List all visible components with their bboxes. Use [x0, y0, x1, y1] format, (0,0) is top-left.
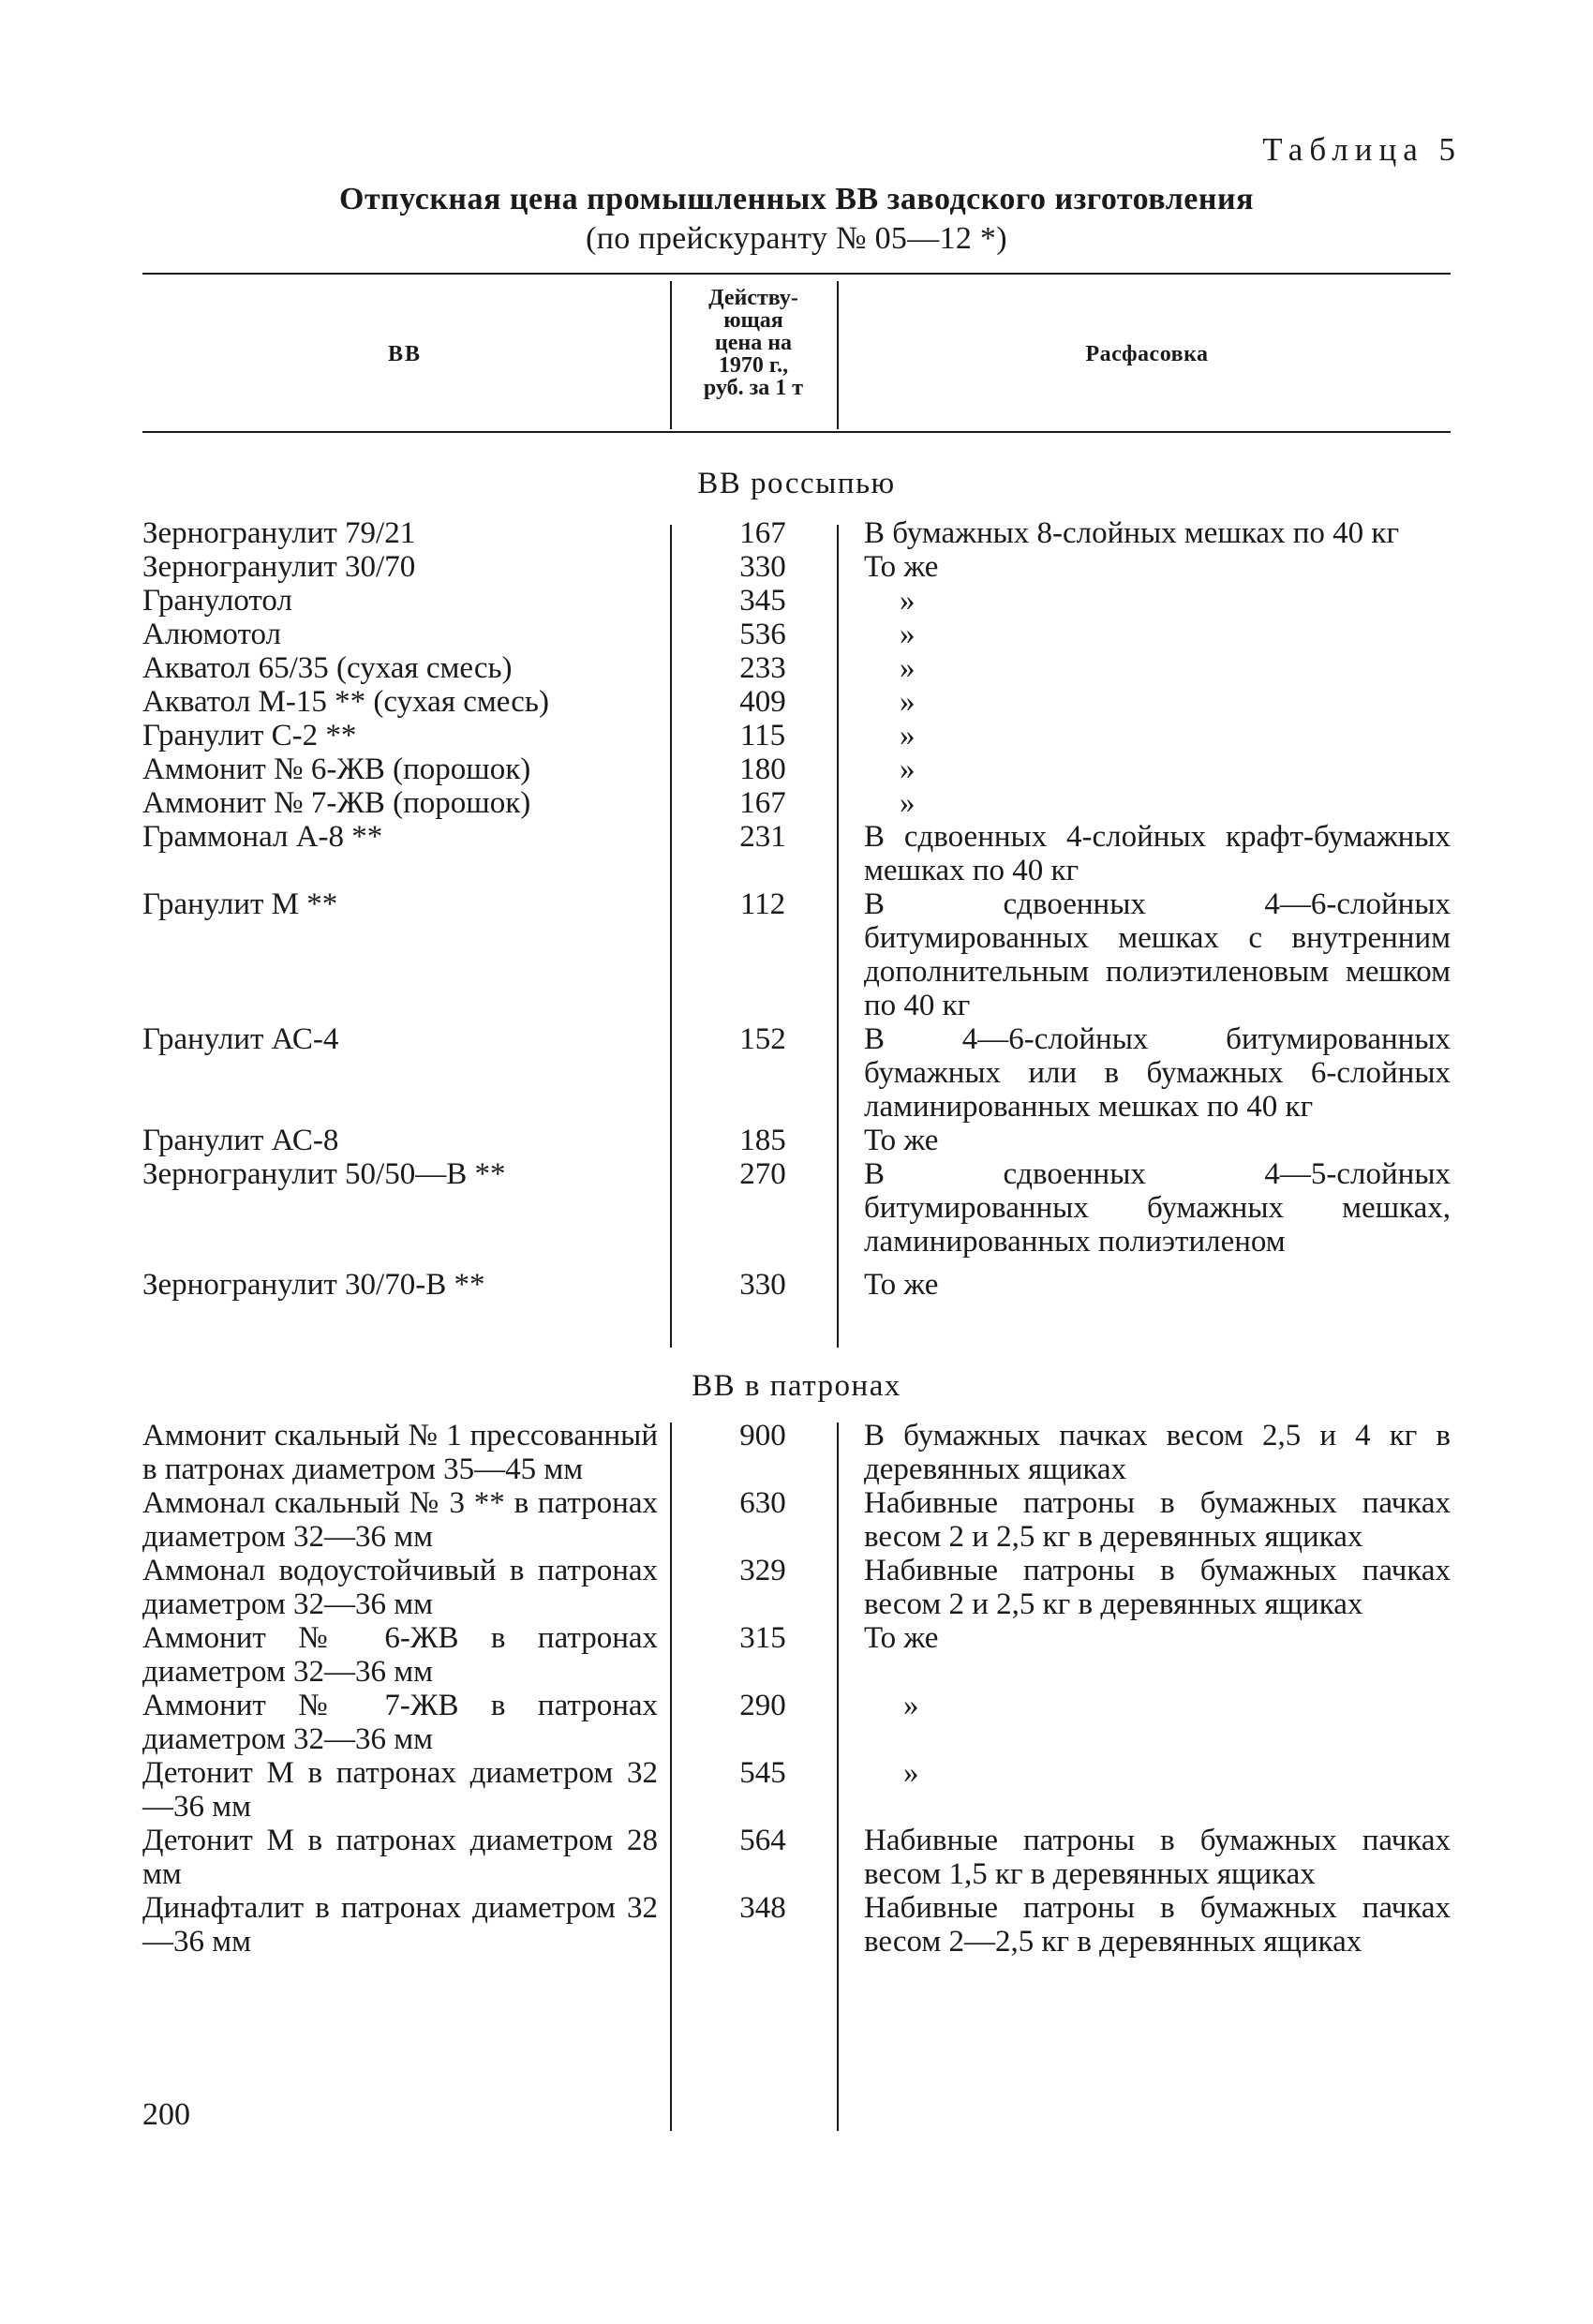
section-title: ВВ россыпью	[697, 467, 896, 500]
price-value: 900	[739, 1419, 786, 1452]
price-value: 290	[739, 1689, 786, 1722]
table-row	[142, 752, 1451, 786]
packaging-text: »	[900, 786, 916, 820]
explosive-name: Аммонит № 6-ЖВ в патронах диаметром 32—36 мм	[142, 1621, 658, 1689]
price-value: 115	[739, 719, 786, 752]
table-row	[142, 786, 1451, 820]
price-value: 233	[739, 651, 786, 685]
explosive-name: Аммонит № 7-ЖВ (порошок)	[142, 786, 531, 820]
packaging-text: В 4—6-слойных битумированных бумажных или в бумажных 6-слойных ламинированных мешках по 40 кг	[864, 1022, 1451, 1124]
price-value: 329	[739, 1554, 786, 1587]
price-value: 345	[739, 584, 786, 618]
table-row	[142, 1268, 1451, 1302]
table-row	[142, 820, 1451, 887]
price-value: 180	[739, 752, 786, 786]
table-row	[142, 1486, 1451, 1554]
explosive-name: Гранулит АС-4	[142, 1022, 339, 1056]
page-number: 200	[142, 2097, 190, 2132]
packaging-text: Набивные патроны в бумажных пачках весом 2 и 2,5 кг в деревянных ящиках	[864, 1486, 1451, 1554]
packaging-text: В сдвоенных 4—6-слойных битумированных мешках с внутренним дополнительным полиэтиленовым мешком по 40 кг	[864, 887, 1451, 1022]
table-row	[142, 550, 1451, 584]
explosive-name: Динафталит в патронах диаметром 32—36 мм	[142, 1891, 658, 1959]
price-header-line: руб. за 1 т	[703, 376, 804, 400]
explosive-name: Зерногранулит 50/50—В **	[142, 1157, 506, 1191]
price-header-line: Действу-	[708, 286, 798, 310]
table-row	[142, 1022, 1451, 1124]
price-value: 545	[739, 1756, 786, 1790]
explosive-name: Граммонал А-8 **	[142, 820, 383, 854]
section-cartridge-rows	[142, 1419, 1451, 1959]
table-row	[142, 651, 1451, 685]
header-column-divider	[837, 281, 839, 429]
packaging-text: Набивные патроны в бумажных пачках весом 2 и 2,5 кг в деревянных ящиках	[864, 1554, 1451, 1621]
explosive-name: Гранулит АС-8	[142, 1124, 339, 1157]
explosive-name: Детонит М в патронах диаметром 28 мм	[142, 1824, 658, 1891]
price-value: 152	[739, 1022, 786, 1056]
price-value: 231	[739, 820, 786, 854]
column-header-packaging: Расфасовка	[1085, 342, 1209, 366]
packaging-text: »	[900, 752, 916, 786]
table-subtitle: (по прейскуранту № 05—12 *)	[586, 221, 1007, 256]
price-value: 330	[739, 550, 786, 584]
explosive-name: Алюмотол	[142, 618, 281, 651]
packaging-text: Набивные патроны в бумажных пачках весом 1,5 кг в деревянных ящиках	[864, 1824, 1451, 1891]
table-row	[142, 685, 1451, 719]
column-header-vv: ВВ	[387, 342, 422, 366]
packaging-text: В сдвоенных 4—5-слойных битумированных бумажных мешках, ламинированных полиэтиленом	[864, 1157, 1451, 1259]
explosive-name: Гранулит С-2 **	[142, 719, 357, 752]
table-row	[142, 1891, 1451, 1959]
price-value: 348	[739, 1891, 786, 1925]
explosive-name: Гранулит М **	[142, 887, 338, 921]
packaging-text: »	[900, 719, 916, 752]
price-value: 564	[739, 1824, 786, 1857]
packaging-text: »	[900, 685, 916, 719]
packaging-text: »	[903, 1756, 919, 1790]
section-title: ВВ в патронах	[692, 1369, 901, 1403]
table-row	[142, 1124, 1451, 1157]
price-value: 409	[739, 685, 786, 719]
table-heading	[141, 180, 1452, 259]
packaging-text: То же	[864, 1124, 939, 1157]
explosive-name: Акватол М-15 ** (сухая смесь)	[142, 685, 549, 719]
table-number: Таблица 5	[1262, 131, 1462, 168]
price-value: 112	[739, 887, 786, 921]
table-row	[142, 1689, 1451, 1756]
explosive-name: Гранулотол	[142, 584, 292, 618]
price-value: 630	[739, 1486, 786, 1520]
packaging-text: То же	[864, 550, 939, 584]
table-title: Отпускная цена промышленных ВВ заводского изготовления	[339, 182, 1254, 216]
explosive-name: Аммонит скальный № 1 прессованный в патронах диаметром 35—45 мм	[142, 1419, 658, 1486]
table-row	[142, 618, 1451, 651]
price-value: 330	[739, 1268, 786, 1302]
table-row	[142, 1157, 1451, 1259]
price-value: 167	[739, 516, 786, 550]
explosive-name: Зерногранулит 30/70	[142, 550, 416, 584]
price-value: 185	[739, 1124, 786, 1157]
table-row	[142, 1419, 1451, 1486]
price-header-line: цена на	[714, 331, 793, 355]
table-row	[142, 1621, 1451, 1689]
table-row	[142, 1554, 1451, 1621]
table-row	[142, 1756, 1451, 1824]
price-header-line: 1970 г.,	[718, 353, 789, 378]
section-bulk-rows	[142, 516, 1451, 1302]
packaging-text: В бумажных пачках весом 2,5 и 4 кг в деревянных ящиках	[864, 1419, 1451, 1486]
table-row	[142, 516, 1451, 550]
explosive-name: Акватол 65/35 (сухая смесь)	[142, 651, 513, 685]
explosive-name: Аммонит № 7-ЖВ в патронах диаметром 32—36 мм	[142, 1689, 658, 1756]
table-row	[142, 887, 1451, 1022]
table-row	[142, 584, 1451, 618]
table-row	[142, 1824, 1451, 1891]
packaging-text: Набивные патроны в бумажных пачках весом 2—2,5 кг в деревянных ящиках	[864, 1891, 1451, 1959]
table-header-rule	[142, 431, 1451, 433]
price-value: 536	[739, 618, 786, 651]
explosive-name: Зерногранулит 79/21	[142, 516, 416, 550]
price-value: 315	[739, 1621, 786, 1655]
packaging-text: В сдвоенных 4-слойных крафт-бумажных мешках по 40 кг	[864, 820, 1451, 887]
price-value: 167	[739, 786, 786, 820]
header-column-divider	[670, 281, 672, 429]
column-header-price	[673, 287, 834, 399]
explosive-name: Аммонал водоустойчивый в патронах диаметром 32—36 мм	[142, 1554, 658, 1621]
explosive-name: Аммонит № 6-ЖВ (порошок)	[142, 752, 531, 786]
table-row	[142, 719, 1451, 752]
explosive-name: Аммонал скальный № 3 ** в патронах диаметром 32—36 мм	[142, 1486, 658, 1554]
packaging-text: »	[903, 1689, 919, 1722]
table-top-rule	[142, 273, 1451, 275]
explosive-name: Детонит М в патронах диаметром 32—36 мм	[142, 1756, 658, 1824]
packaging-text: »	[900, 651, 916, 685]
packaging-text: В бумажных 8-слойных мешках по 40 кг	[864, 516, 1399, 550]
packaging-text: То же	[864, 1621, 939, 1655]
price-header-line: ющая	[723, 308, 783, 333]
packaging-text: То же	[864, 1268, 939, 1302]
price-value: 270	[739, 1157, 786, 1191]
explosive-name: Зерногранулит 30/70-В **	[142, 1268, 485, 1302]
packaging-text: »	[900, 584, 916, 618]
packaging-text: »	[900, 618, 916, 651]
